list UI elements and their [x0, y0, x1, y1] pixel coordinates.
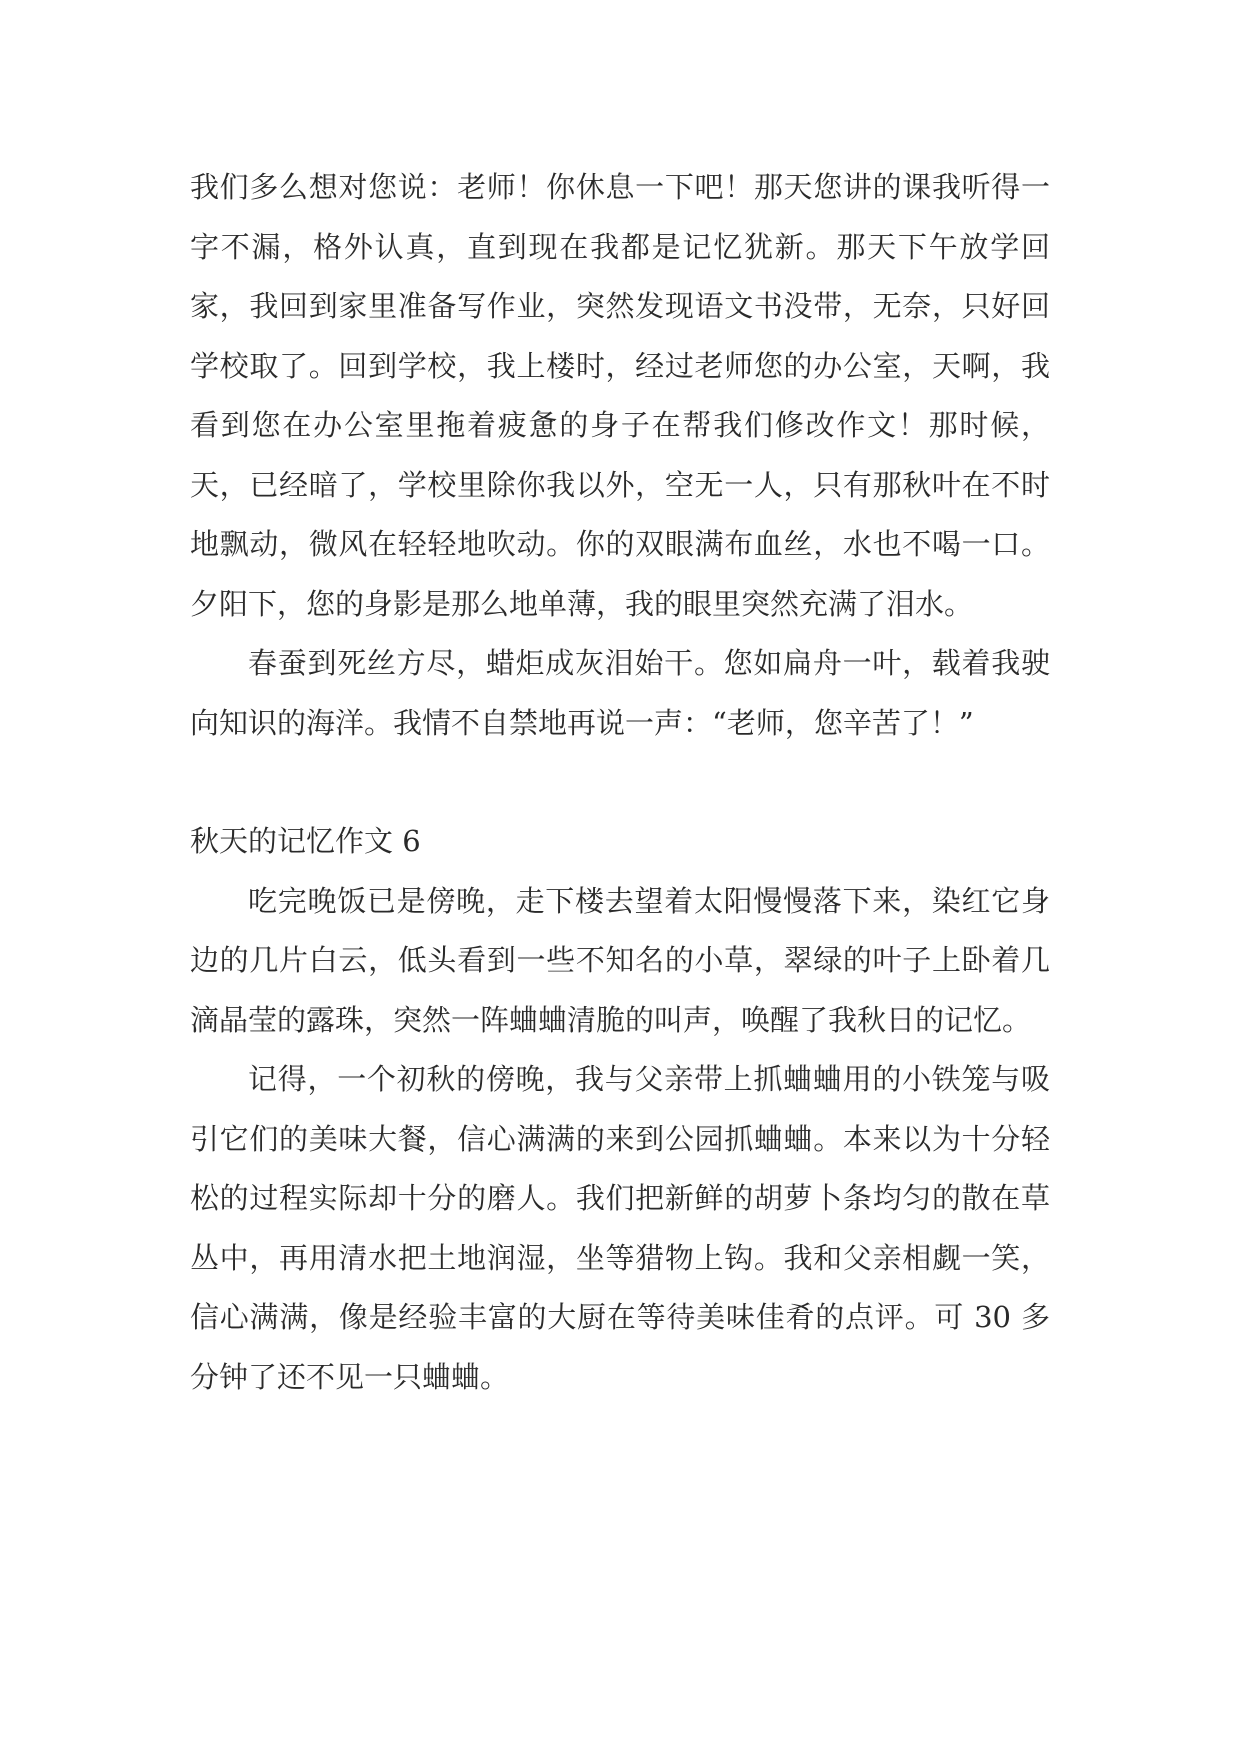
document-body	[190, 158, 1050, 1407]
body-paragraph-2: 春蚕到死丝方尽，蜡炬成灰泪始干。您如扁舟一叶，载着我驶向知识的海洋。我情不自禁地再说一声：“老师，您辛苦了！”	[190, 646, 1050, 740]
section-title: 秋天的记忆作文 6	[190, 824, 421, 858]
section-paragraph-1: 吃完晚饭已是傍晚，走下楼去望着太阳慢慢落下来，染红它身边的几片白云，低头看到一些不知名的小草，翠绿的叶子上卧着几滴晶莹的露珠，突然一阵蛐蛐清脆的叫声，唤醒了我秋日的记忆。	[190, 883, 1050, 1037]
body-paragraph-1: 我们多么想对您说：老师！你休息一下吧！那天您讲的课我听得一字不漏，格外认真，直到现在我都是记忆犹新。那天下午放学回家，我回到家里准备写作业，突然发现语文书没带，无奈，只好回学校取了。回到学校，我上楼时，经过老师您的办公室，天啊，我看到您在办公室里拖着疲惫的身子在帮我们修改作文！那时候，天，已经暗了，学校里除你我以外，空无一人，只有那秋叶在不时地飘动，微风在轻轻地吹动。你的双眼满布血丝，水也不喝一口。夕阳下，您的身影是那么地单薄，我的眼里突然充满了泪水。	[190, 170, 1050, 621]
section-paragraph-2: 记得，一个初秋的傍晚，我与父亲带上抓蛐蛐用的小铁笼与吸引它们的美味大餐，信心满满的来到公园抓蛐蛐。本来以为十分轻松的过程实际却十分的磨人。我们把新鲜的胡萝卜条均匀的散在草丛中，再用清水把土地润湿，坐等猎物上钩。我和父亲相觑一笑，信心满满，像是经验丰富的大厨在等待美味佳肴的点评。可 30 多分钟了还不见一只蛐蛐。	[190, 1062, 1050, 1394]
